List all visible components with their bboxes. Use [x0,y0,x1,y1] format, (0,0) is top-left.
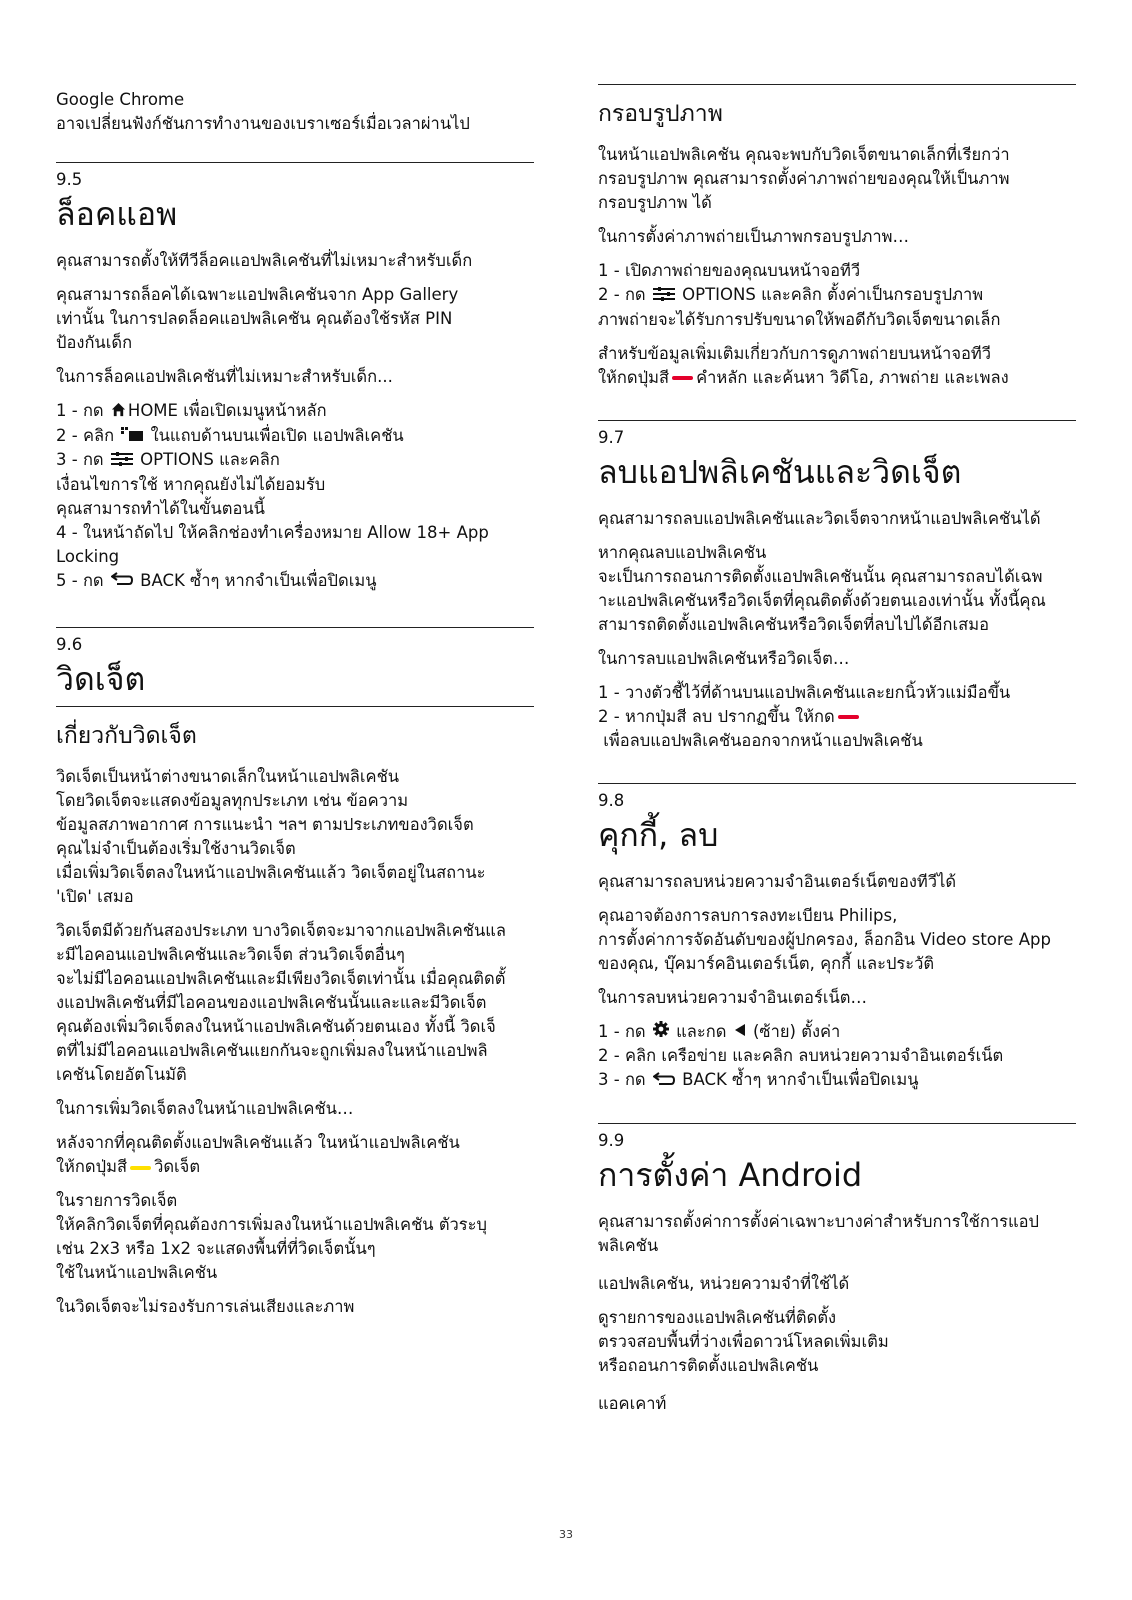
paragraph: ในการเพิ่มวิดเจ็ตลงในหน้าแอปพลิเคชัน… [56,1099,354,1118]
paragraph: คุณสามารถลบแอปพลิเคชันและวิดเจ็ตจากหน้าแอปพลิเคชันได้ [598,508,1041,528]
divider [598,783,1076,790]
divider [56,162,534,169]
step-text: BACK ซ้ำๆ หากจำเป็นเพื่อปิดเมนู [682,1070,919,1089]
paragraph: ในการตั้งค่าภาพถ่ายเป็นภาพกรอบรูปภาพ… [598,227,909,246]
red-color-key-icon [838,715,859,719]
step-text: OPTIONS และคลิก เงื่อนไขการใช้ หากคุณยังไม่ได้ยอมรับ คุณสามารถทำได้ในขั้นตอนนี้ [56,450,326,518]
step-2 [598,705,1076,729]
paragraph: วิดเจ็ตมีด้วยกันสองประเภท บางวิดเจ็ตจะมาจากแอปพลิเคชันแล ะมีไอคอนแอปพลิเคชันและวิดเจ็ต ส่วนวิดเจ็ตอื่นๆ จะไม่มีไอคอนแอปพลิเคชันและมีเพียงวิดเจ็ตเท่านั้น เมื่อคุณติดตั้ งแอปพลิเคชันที่มีไอคอนของแอปพลิเคชันนั้นและและมีวิดเจ็ต คุณต้องเพิ่มวิดเจ็ตลงในหน้าแอปพลิเคชันด้วยตนเอง ทั้งนี้ วิดเจ็ ตที่ไม่มีไอคอนแอปพลิเคชันแยกกันจะถูกเพิ่มลงในหน้าแอปพลิ เคชันโดยอัตโนมัติ [56,921,506,1084]
steps-list [56,399,534,593]
text: หลังจากที่คุณติดตั้งแอปพลิเคชันแล้ว ในหน้าแอปพลิเคชัน ให้กดปุ่มสี [56,1133,460,1176]
section-title-cookies-clear: คุกกี้, ลบ [598,815,719,854]
paragraph: หากคุณลบแอปพลิเคชัน จะเป็นการถอนการติดตั้งแอปพลิเคชันนั้น คุณสามารถลบได้เฉพ าะแอปพลิเคชันหรือวิดเจ็ตที่คุณติดตั้งด้วยตนเองเท่านั้น ทั้งนี้คุณ สามารถติดตั้งแอปพลิเคชันหรือวิดเจ็ตที่ลบไปได้อีกเสมอ [598,542,1046,634]
right-column [598,88,1076,1426]
paragraph: คุณสามารถลบหน่วยความจำอินเตอร์เน็ตของทีวีได้ [598,871,957,891]
steps-list [598,681,1076,753]
section-title-android-settings: การตั้งค่า Android [598,1155,863,1194]
yellow-color-key-icon [130,1166,151,1170]
step-prefix: 2 - กด [598,285,646,304]
divider [598,1123,1076,1130]
back-icon [653,1069,675,1093]
section-title-widgets: วิดเจ็ต [56,660,146,698]
paragraph [598,342,1076,390]
step-prefix: 1 - กด [56,401,104,420]
paragraph: ดูรายการของแอปพลิเคชันที่ติดตั้ง ตรวจสอบพื้นที่ว่างเพื่อดาวน์โหลดเพิ่มเติม หรือถอนการติดตั้งแอปพลิเคชัน [598,1307,889,1375]
steps-list [598,1020,1076,1093]
paragraph: คุณอาจต้องการลบการลงทะเบียน Philips, การตั้งค่าการจัดอันดับของผู้ปกครอง, ล็อกอิน Video store App ของคุณ, บุ๊คมาร์คอินเตอร์เน็ต, คุกกี้ และประวัติ [598,905,1051,973]
step-3 [56,448,534,521]
step-1 [56,399,534,424]
section-number: 9.9 [598,1130,625,1150]
step-1 [598,1020,1076,1045]
section-title-app-lock: ล็อคแอพ [56,195,178,233]
back-icon [111,569,133,593]
paragraph: วิดเจ็ตเป็นหน้าต่างขนาดเล็กในหน้าแอปพลิเคชัน โดยวิดเจ็ตจะแสดงข้อมูลทุกประเภท เช่น ข้อความ ข้อมูลสภาพอากาศ การแนะนำ ฯลฯ ตามประเภทของวิดเจ็ต คุณไม่จำเป็นต้องเริ่มใช้งานวิดเจ็ต เมื่อเพิ่มวิดเจ็ตลงในหน้าแอปพลิเคชันแล้ว วิดเจ็ตอยู่ในสถานะ 'เปิด' เสมอ [56,767,486,906]
options-icon [653,284,675,308]
section-number: 9.8 [598,790,625,810]
paragraph: ในหน้าแอปพลิเคชัน คุณจะพบกับวิดเจ็ตขนาดเล็กที่เรียกว่า กรอบรูปภาพ คุณสามารถตั้งค่าภาพถ่ายของคุณให้เป็นภาพ กรอบรูปภาพ ได้ [598,145,1010,212]
chrome-note: Google Chrome อาจเปลี่ยนฟังก์ชันการทำงานของเบราเซอร์เมื่อเวลาผ่านไป [56,90,470,133]
step-text: OPTIONS และคลิก ตั้งค่าเป็นกรอบรูปภาพ ภาพถ่ายจะได้รับการปรับขนาดให้พอดีกับวิดเจ็ตขนาดเล็ก [598,285,1001,329]
text: คำหลัก และค้นหา วิดีโอ, ภาพถ่าย และเพลง [696,367,1009,387]
paragraph: คุณสามารถตั้งค่าการตั้งค่าเฉพาะบางค่าสำหรับการใช้การแอป พลิเคชัน [598,1211,1039,1255]
paragraph [56,1131,534,1179]
paragraph: ในการล็อคแอปพลิเคชันที่ไม่เหมาะสำหรับเด็ก... [56,367,393,386]
red-color-key-icon [672,376,693,380]
paragraph: คุณสามารถล็อคได้เฉพาะแอปพลิเคชันจาก App Gallery เท่านั้น ในการปลดล็อคแอปพลิเคชัน คุณต้องใช้รหัส PIN ป้องกันเด็ก [56,285,459,352]
divider [56,706,534,719]
step-5 [56,569,534,594]
step-prefix: 2 - คลิก [56,425,115,445]
step-prefix: 3 - กด [598,1070,646,1089]
section-number: 9.7 [598,427,625,447]
divider [56,627,534,634]
paragraph: คุณสามารถตั้งให้ทีวีล็อคแอปพลิเคชันที่ไม่เหมาะสำหรับเด็ก [56,251,473,270]
step-2: 2 - คลิก เครือข่าย และคลิก ลบหน่วยความจำอินเตอร์เน็ต [598,1046,1004,1065]
paragraph: ในการลบหน่วยความจำอินเตอร์เน็ต… [598,987,867,1007]
paragraph: แอคเคาท์ [598,1393,667,1413]
apps-icon [121,424,143,448]
left-column [56,88,534,1329]
paragraph: ในการลบแอปพลิเคชันหรือวิดเจ็ต… [598,648,850,668]
section-number: 9.5 [56,170,83,189]
steps-list [598,259,1076,332]
subsection-title-about-widgets: เกี่ยวกับวิดเจ็ต [56,723,197,749]
step-4: 4 - ในหน้าถัดไป ให้คลิกช่องทำเครื่องหมาย Allow 18+ App Locking [56,522,489,566]
step-text: ในแถบด้านบนเพื่อเปิด แอปพลิเคชัน [150,425,404,445]
step-text: 2 - หากปุ่มสี ลบ ปรากฏขึ้น ให้กด [598,706,835,726]
step-1: 1 - วางตัวชี้ไว้ที่ด้านบนแอปพลิเคชันและยกนิ้วหัวแม่มือขึ้น [598,682,1011,702]
step-2 [598,283,1076,332]
step-text: BACK ซ้ำๆ หากจำเป็นเพื่อปิดเมนู [140,570,377,590]
step-2-cont: เพื่อลบแอปพลิเคชันออกจากหน้าแอปพลิเคชัน [598,730,923,750]
step-text: และกด [676,1021,727,1041]
paragraph: ในรายการวิดเจ็ต ให้คลิกวิดเจ็ตที่คุณต้องการเพิ่มลงในหน้าแอปพลิเคชัน ตัวระบุ เช่น 2x3 หรือ 1x2 จะแสดงพื้นที่ที่วิดเจ็ตนั้นๆ ใช้ในหน้าแอปพลิเคชัน [56,1191,487,1282]
divider [598,84,1076,97]
options-icon [111,449,133,473]
settings-gear-icon [653,1020,669,1044]
step-prefix: 5 - กด [56,570,104,590]
step-2 [56,424,534,449]
step-prefix: 1 - กด [598,1021,646,1041]
subsection-title-photo-frame: กรอบรูปภาพ [598,101,723,127]
section-title-remove-apps: ลบแอปพลิเคชันและวิดเจ็ต [598,452,962,491]
divider [598,420,1076,427]
home-icon [111,400,126,424]
step-prefix: 3 - กด [56,450,104,469]
text: วิดเจ็ต [154,1157,201,1176]
left-arrow-icon [734,1020,746,1044]
step-text: HOME เพื่อเปิดเมนูหน้าหลัก [127,401,327,420]
paragraph: แอปพลิเคชัน, หน่วยความจำที่ใช้ได้ [598,1273,850,1293]
text: สำหรับข้อมูลเพิ่มเติมเกี่ยวกับการดูภาพถ่ายบนหน้าจอทีวี ให้กดปุ่มสี [598,343,992,387]
step-1: 1 - เปิดภาพถ่ายของคุณบนหน้าจอทีวี [598,261,861,280]
step-text: (ซ้าย) ตั้งค่า [752,1021,841,1041]
section-number: 9.6 [56,635,83,654]
paragraph: ในวิดเจ็ตจะไม่รองรับการเล่นเสียงและภาพ [56,1297,355,1316]
page-number: 33 [559,1528,573,1541]
step-3 [598,1068,1076,1093]
